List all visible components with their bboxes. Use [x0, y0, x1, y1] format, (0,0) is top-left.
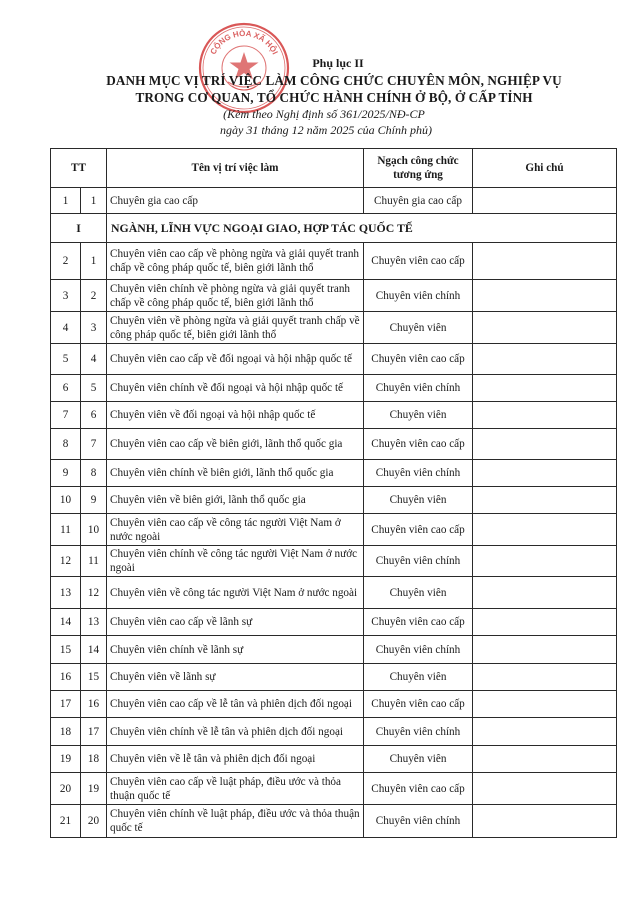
- civil-grade: Chuyên viên chính: [364, 375, 473, 402]
- civil-grade: Chuyên viên cao cấp: [364, 429, 473, 460]
- note-cell: [473, 546, 617, 577]
- table-row: [51, 773, 617, 805]
- table-row: [51, 460, 617, 487]
- position-name: Chuyên gia cao cấp: [107, 188, 364, 214]
- row-index-overall: 21: [51, 805, 81, 838]
- row-index-group: 5: [81, 375, 107, 402]
- row-index-group: 13: [81, 609, 107, 636]
- table-row: [51, 375, 617, 402]
- table-header-row: [51, 149, 617, 188]
- table-row: [51, 636, 617, 664]
- row-index-overall: 5: [51, 344, 81, 375]
- civil-grade: Chuyên viên chính: [364, 718, 473, 746]
- civil-grade: Chuyên viên chính: [364, 636, 473, 664]
- row-index-overall: 12: [51, 546, 81, 577]
- position-name: Chuyên viên cao cấp về biên giới, lãnh thổ quốc gia: [107, 429, 364, 460]
- civil-grade: Chuyên viên cao cấp: [364, 514, 473, 546]
- table-row: [51, 577, 617, 609]
- note-cell: [473, 609, 617, 636]
- row-index-group: 1: [81, 243, 107, 280]
- row-index-group: 12: [81, 577, 107, 609]
- row-index-group: 20: [81, 805, 107, 838]
- table-row: [51, 664, 617, 691]
- civil-grade: Chuyên gia cao cấp: [364, 188, 473, 214]
- row-index-group: 2: [81, 280, 107, 312]
- table-row: [51, 546, 617, 577]
- note-cell: [473, 805, 617, 838]
- section-title: NGÀNH, LĨNH VỰC NGOẠI GIAO, HỢP TÁC QUỐC TẾ: [107, 214, 617, 243]
- reference-line-1: (Kèm theo Nghị định số 361/2025/NĐ-CP: [223, 107, 425, 121]
- row-index-overall: 13: [51, 577, 81, 609]
- table-row: [51, 805, 617, 838]
- civil-grade: Chuyên viên chính: [364, 546, 473, 577]
- civil-grade: Chuyên viên: [364, 312, 473, 344]
- note-cell: [473, 375, 617, 402]
- row-index-overall: 2: [51, 243, 81, 280]
- table-row: [51, 487, 617, 514]
- note-cell: [473, 636, 617, 664]
- civil-grade: Chuyên viên cao cấp: [364, 773, 473, 805]
- row-index-group: 18: [81, 746, 107, 773]
- row-index-group: 11: [81, 546, 107, 577]
- header-tt: TT: [51, 149, 107, 188]
- row-index-group: 16: [81, 691, 107, 718]
- civil-grade: Chuyên viên chính: [364, 805, 473, 838]
- row-index-overall: 20: [51, 773, 81, 805]
- title-line-1: DANH MỤC VỊ TRÍ VIỆC LÀM CÔNG CHỨC CHUYÊN MÔN, NGHIỆP VỤ: [106, 73, 562, 88]
- row-index-group: 19: [81, 773, 107, 805]
- table-row: [51, 609, 617, 636]
- note-cell: [473, 344, 617, 375]
- civil-grade: Chuyên viên: [364, 664, 473, 691]
- note-cell: [473, 514, 617, 546]
- civil-grade: Chuyên viên chính: [364, 460, 473, 487]
- civil-grade: Chuyên viên cao cấp: [364, 243, 473, 280]
- note-cell: [473, 402, 617, 429]
- row-index-group: 7: [81, 429, 107, 460]
- section-row: [51, 214, 617, 243]
- row-index-group: 9: [81, 487, 107, 514]
- table-row: [51, 280, 617, 312]
- table-row: [51, 344, 617, 375]
- civil-grade: Chuyên viên: [364, 402, 473, 429]
- header-note: Ghi chú: [473, 149, 617, 188]
- table-row: [51, 243, 617, 280]
- note-cell: [473, 312, 617, 344]
- position-name: Chuyên viên về lễ tân và phiên dịch đối ngoại: [107, 746, 364, 773]
- position-name: Chuyên viên cao cấp về lễ tân và phiên dịch đối ngoại: [107, 691, 364, 718]
- table-row: [51, 402, 617, 429]
- row-index-overall: 19: [51, 746, 81, 773]
- civil-grade: Chuyên viên: [364, 487, 473, 514]
- position-name: Chuyên viên về đối ngoại và hội nhập quốc tế: [107, 402, 364, 429]
- position-name: Chuyên viên cao cấp về công tác người Việt Nam ở nước ngoài: [107, 514, 364, 546]
- position-name: Chuyên viên cao cấp về luật pháp, điều ước và thỏa thuận quốc tế: [107, 773, 364, 805]
- position-name: Chuyên viên chính về đối ngoại và hội nhập quốc tế: [107, 375, 364, 402]
- note-cell: [473, 460, 617, 487]
- row-index-overall: 7: [51, 402, 81, 429]
- civil-grade: Chuyên viên: [364, 746, 473, 773]
- table-row: [51, 188, 617, 214]
- position-name: Chuyên viên chính về lãnh sự: [107, 636, 364, 664]
- row-index-group: 10: [81, 514, 107, 546]
- note-cell: [473, 691, 617, 718]
- row-index-overall: 8: [51, 429, 81, 460]
- note-cell: [473, 773, 617, 805]
- position-name: Chuyên viên cao cấp về lãnh sự: [107, 609, 364, 636]
- position-name: Chuyên viên chính về công tác người Việt Nam ở nước ngoài: [107, 546, 364, 577]
- section-number: I: [51, 214, 107, 243]
- row-index-group: 17: [81, 718, 107, 746]
- civil-grade: Chuyên viên cao cấp: [364, 344, 473, 375]
- note-cell: [473, 664, 617, 691]
- civil-grade: Chuyên viên cao cấp: [364, 609, 473, 636]
- note-cell: [473, 746, 617, 773]
- table-row: [51, 691, 617, 718]
- row-index-overall: 11: [51, 514, 81, 546]
- position-name: Chuyên viên chính về luật pháp, điều ước và thỏa thuận quốc tế: [107, 805, 364, 838]
- note-cell: [473, 188, 617, 214]
- civil-grade: Chuyên viên: [364, 577, 473, 609]
- job-position-table: [50, 148, 617, 838]
- position-name: Chuyên viên cao cấp về đối ngoại và hội nhập quốc tế: [107, 344, 364, 375]
- note-cell: [473, 577, 617, 609]
- note-cell: [473, 718, 617, 746]
- row-index-overall: 16: [51, 664, 81, 691]
- row-index-group: 6: [81, 402, 107, 429]
- table-row: [51, 514, 617, 546]
- reference-line-2: ngày 31 tháng 12 năm 2025 của Chính phủ): [220, 123, 432, 137]
- row-index-group: 14: [81, 636, 107, 664]
- row-index-group: 1: [81, 188, 107, 214]
- row-index-overall: 6: [51, 375, 81, 402]
- note-cell: [473, 243, 617, 280]
- table-row: [51, 746, 617, 773]
- row-index-group: 4: [81, 344, 107, 375]
- row-index-group: 15: [81, 664, 107, 691]
- svg-text:CỘNG HÒA XÃ HỘI: CỘNG HÒA XÃ HỘI: [208, 28, 280, 56]
- position-name: Chuyên viên về phòng ngừa và giải quyết tranh chấp về công pháp quốc tế, biên giới lãnh thổ: [107, 312, 364, 344]
- row-index-overall: 4: [51, 312, 81, 344]
- position-name: Chuyên viên chính về biên giới, lãnh thổ quốc gia: [107, 460, 364, 487]
- note-cell: [473, 487, 617, 514]
- header-civil-grade: Ngạch công chức tương ứng: [364, 149, 473, 188]
- table-row: [51, 429, 617, 460]
- row-index-overall: 3: [51, 280, 81, 312]
- row-index-overall: 9: [51, 460, 81, 487]
- row-index-overall: 18: [51, 718, 81, 746]
- row-index-overall: 10: [51, 487, 81, 514]
- position-name: Chuyên viên về công tác người Việt Nam ở nước ngoài: [107, 577, 364, 609]
- title-line-2: TRONG CƠ QUAN, TỔ CHỨC HÀNH CHÍNH Ở BỘ, Ở CẤP TỈNH: [135, 90, 533, 105]
- row-index-overall: 14: [51, 609, 81, 636]
- note-cell: [473, 429, 617, 460]
- position-name: Chuyên viên cao cấp về phòng ngừa và giải quyết tranh chấp về công pháp quốc tế, biên giới lãnh thổ: [107, 243, 364, 280]
- table-row: [51, 718, 617, 746]
- header-position-name: Tên vị trí việc làm: [107, 149, 364, 188]
- row-index-overall: 17: [51, 691, 81, 718]
- position-name: Chuyên viên về biên giới, lãnh thổ quốc gia: [107, 487, 364, 514]
- row-index-group: 3: [81, 312, 107, 344]
- table-row: [51, 312, 617, 344]
- row-index-overall: 15: [51, 636, 81, 664]
- civil-grade: Chuyên viên cao cấp: [364, 691, 473, 718]
- civil-grade: Chuyên viên chính: [364, 280, 473, 312]
- position-name: Chuyên viên chính về phòng ngừa và giải quyết tranh chấp về công pháp quốc tế, biên giới lãnh thổ: [107, 280, 364, 312]
- appendix-label: Phụ lục II: [312, 56, 364, 70]
- note-cell: [473, 280, 617, 312]
- row-index-group: 8: [81, 460, 107, 487]
- row-index-overall: 1: [51, 188, 81, 214]
- position-name: Chuyên viên về lãnh sự: [107, 664, 364, 691]
- position-name: Chuyên viên chính về lễ tân và phiên dịch đối ngoại: [107, 718, 364, 746]
